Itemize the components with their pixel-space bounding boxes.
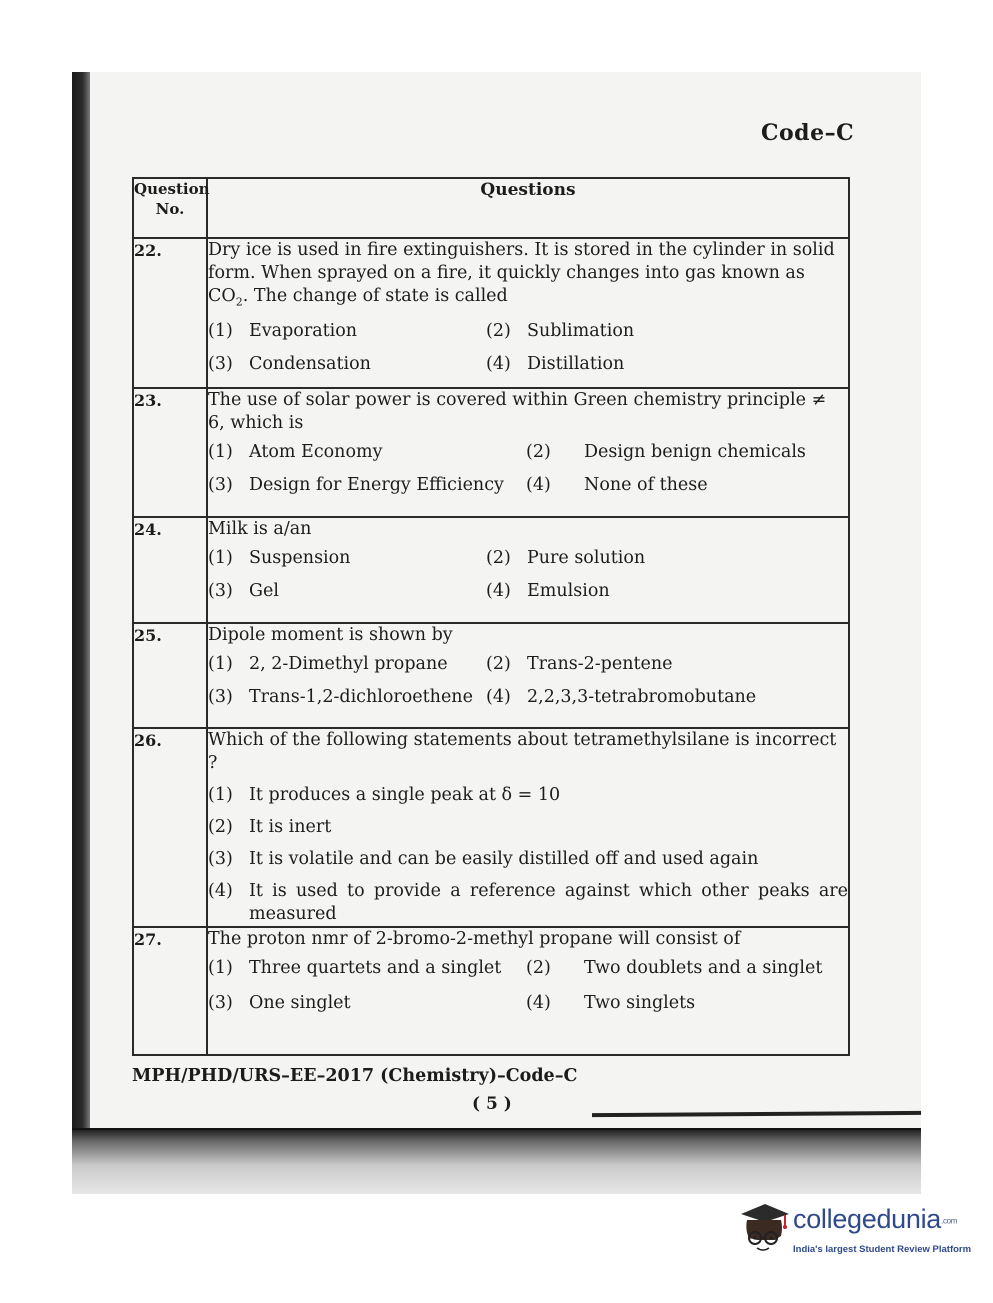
question-stem: Which of the following statements about tetramethylsilane is incorrect ? [208, 730, 837, 773]
question-number: 24. [133, 517, 207, 623]
option-4: (4) None of these [526, 475, 708, 495]
option-1: (1) 2, 2-Dimethyl propane [208, 654, 448, 674]
page-number: ( 5 ) [472, 1094, 512, 1114]
question-stem: The use of solar power is covered within Green chemistry principle ≠ 6, which is [208, 390, 827, 433]
options-grid [208, 547, 848, 603]
option-3: (3) Design for Energy Efficiency [208, 475, 504, 495]
option-3: (3) One singlet [208, 993, 351, 1013]
question-number: 26. [133, 728, 207, 927]
option-4: (4) Distillation [486, 353, 625, 374]
graduate-mascot-icon [735, 1200, 793, 1254]
option-3: (3) Gel [208, 581, 279, 601]
options-grid [208, 441, 848, 497]
question-number: 25. [133, 623, 207, 728]
option-4: (4) 2,2,3,3-tetrabromobutane [486, 687, 757, 707]
option-1: (1) Atom Economy [208, 442, 383, 462]
option-1: (1) It produces a single peak at δ = 10 [208, 785, 561, 805]
question-row-27 [133, 927, 849, 1055]
option-2: (2) Sublimation [486, 320, 635, 341]
option-1: (1) Suspension [208, 548, 351, 568]
scanned-page [72, 72, 921, 1194]
option-2: (2) It is inert [208, 817, 332, 837]
exam-footer: MPH/PHD/URS–EE–2017 (Chemistry)–Code–C [132, 1066, 578, 1086]
option-4: (4) It is used to provide a reference against which other peaks are measured [208, 881, 848, 924]
option-2: (2) Design benign chemicals [526, 442, 806, 462]
brand-name: collegedunia.com [793, 1204, 958, 1234]
question-row-22 [133, 238, 849, 388]
option-1: (1) Three quartets and a singlet [208, 958, 502, 978]
option-2: (2) Two doublets and a singlet [526, 958, 823, 978]
questions-table [132, 177, 850, 1056]
scan-edge-shadow [72, 72, 90, 1194]
collegedunia-watermark [735, 1198, 972, 1258]
question-stem: Dipole moment is shown by [208, 625, 453, 645]
col-header-question-no: Question No. [133, 178, 207, 238]
brand-tagline: India's largest Student Review Platform [793, 1244, 972, 1255]
option-3: (3) It is volatile and can be easily distilled off and used again [208, 849, 759, 869]
options-list [208, 784, 848, 926]
question-stem: The proton nmr of 2-bromo-2-methyl propane will consist of [208, 929, 741, 949]
option-4: (4) Emulsion [486, 581, 610, 601]
question-stem: Milk is a/an [208, 519, 312, 539]
scan-artifact-line [592, 1111, 921, 1117]
options-grid [208, 957, 848, 1015]
question-number: 23. [133, 388, 207, 517]
question-number: 22. [133, 238, 207, 388]
option-3: (3) Trans-1,2-dichloroethene [208, 687, 473, 707]
question-number: 27. [133, 927, 207, 1055]
options-grid [208, 320, 848, 376]
options-grid [208, 653, 848, 709]
col-header-questions: Questions [207, 178, 849, 238]
option-2: (2) Pure solution [486, 548, 646, 568]
table-header-row [133, 178, 849, 238]
paper-code: Code–C [761, 120, 855, 146]
option-2: (2) Trans-2-pentene [486, 654, 673, 674]
option-4: (4) Two singlets [526, 993, 696, 1013]
question-row-24 [133, 517, 849, 623]
option-3: (3) Condensation [208, 353, 371, 374]
question-stem: Dry ice is used in fire extinguishers. It is stored in the cylinder in solid form. When sprayed on a fire, it quickly changes into gas known as $CO_2$. The change of state is called [208, 240, 835, 309]
scan-bottom-shadow [72, 1130, 921, 1194]
option-1: (1) Evaporation [208, 320, 358, 341]
question-row-26 [133, 728, 849, 927]
question-row-25 [133, 623, 849, 728]
question-row-23 [133, 388, 849, 517]
